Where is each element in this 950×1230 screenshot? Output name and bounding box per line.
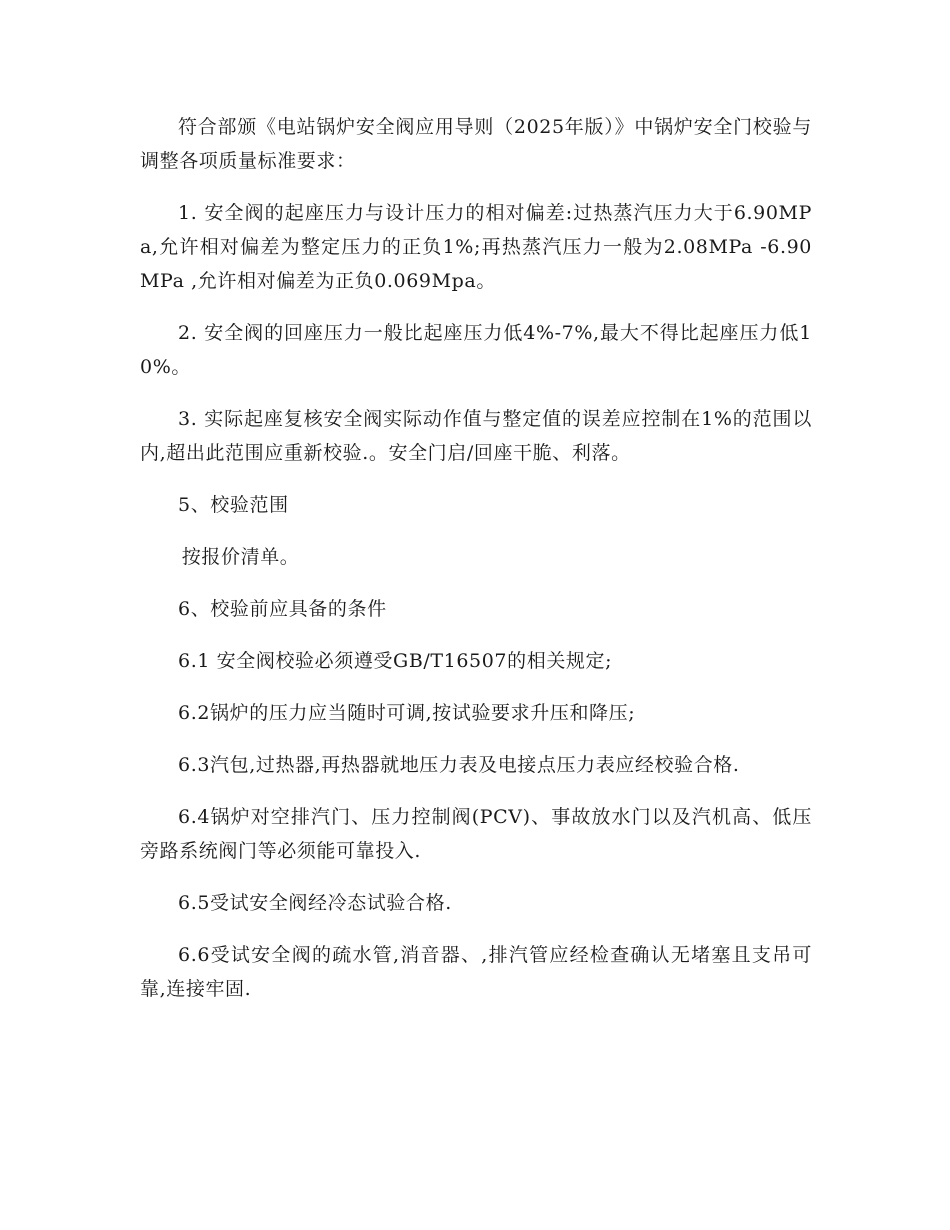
item-6-6-paragraph: 6.6受试安全阀的疏水管,消音器、,排汽管应经检查确认无堵塞且支吊可靠,连接牢固.	[140, 944, 812, 1000]
section-5-content: 按报价清单。	[181, 546, 300, 568]
intro-paragraph: 符合部颁《电站锅炉安全阀应用导则（2025年版）》中锅炉安全门校验与调整各项质量标准要求：	[140, 116, 812, 172]
item-6-5-paragraph: 6.5受试安全阀经冷态试验合格.	[178, 892, 452, 914]
item-6-3-paragraph: 6.3汽包,过热器,再热器就地压力表及电接点压力表应经校验合格.	[178, 754, 740, 776]
item-6-4-paragraph: 6.4锅炉对空排汽门、压力控制阀(PCV)、事故放水门以及汽机高、低压旁路系统阀门等必须能可靠投入.	[140, 806, 812, 862]
item-2-paragraph: 2. 安全阀的回座压力一般比起座压力低4%-7%,最大不得比起座压力低10%。	[140, 322, 812, 378]
section-5-heading: 5、校验范围	[178, 494, 289, 516]
item-1-paragraph: 1. 安全阀的起座压力与设计压力的相对偏差:过热蒸汽压力大于6.90MPa,允许相对偏差为整定压力的正负1%;再热蒸汽压力一般为2.08MPa -6.90MPa ,允许相对偏差为正负0.069Mpa。	[140, 202, 812, 292]
document-body	[140, 110, 812, 1024]
section-6-heading: 6、校验前应具备的条件	[178, 598, 387, 620]
item-6-2-paragraph: 6.2锅炉的压力应当随时可调,按试验要求升压和降压;	[178, 702, 636, 724]
item-6-1-paragraph: 6.1 安全阀校验必须遵受GB/T16507的相关规定;	[178, 650, 613, 672]
item-3-paragraph: 3. 实际起座复核安全阀实际动作值与整定值的误差应控制在1%的范围以内,超出此范围应重新校验.。安全门启/回座干脆、利落。	[140, 408, 812, 464]
